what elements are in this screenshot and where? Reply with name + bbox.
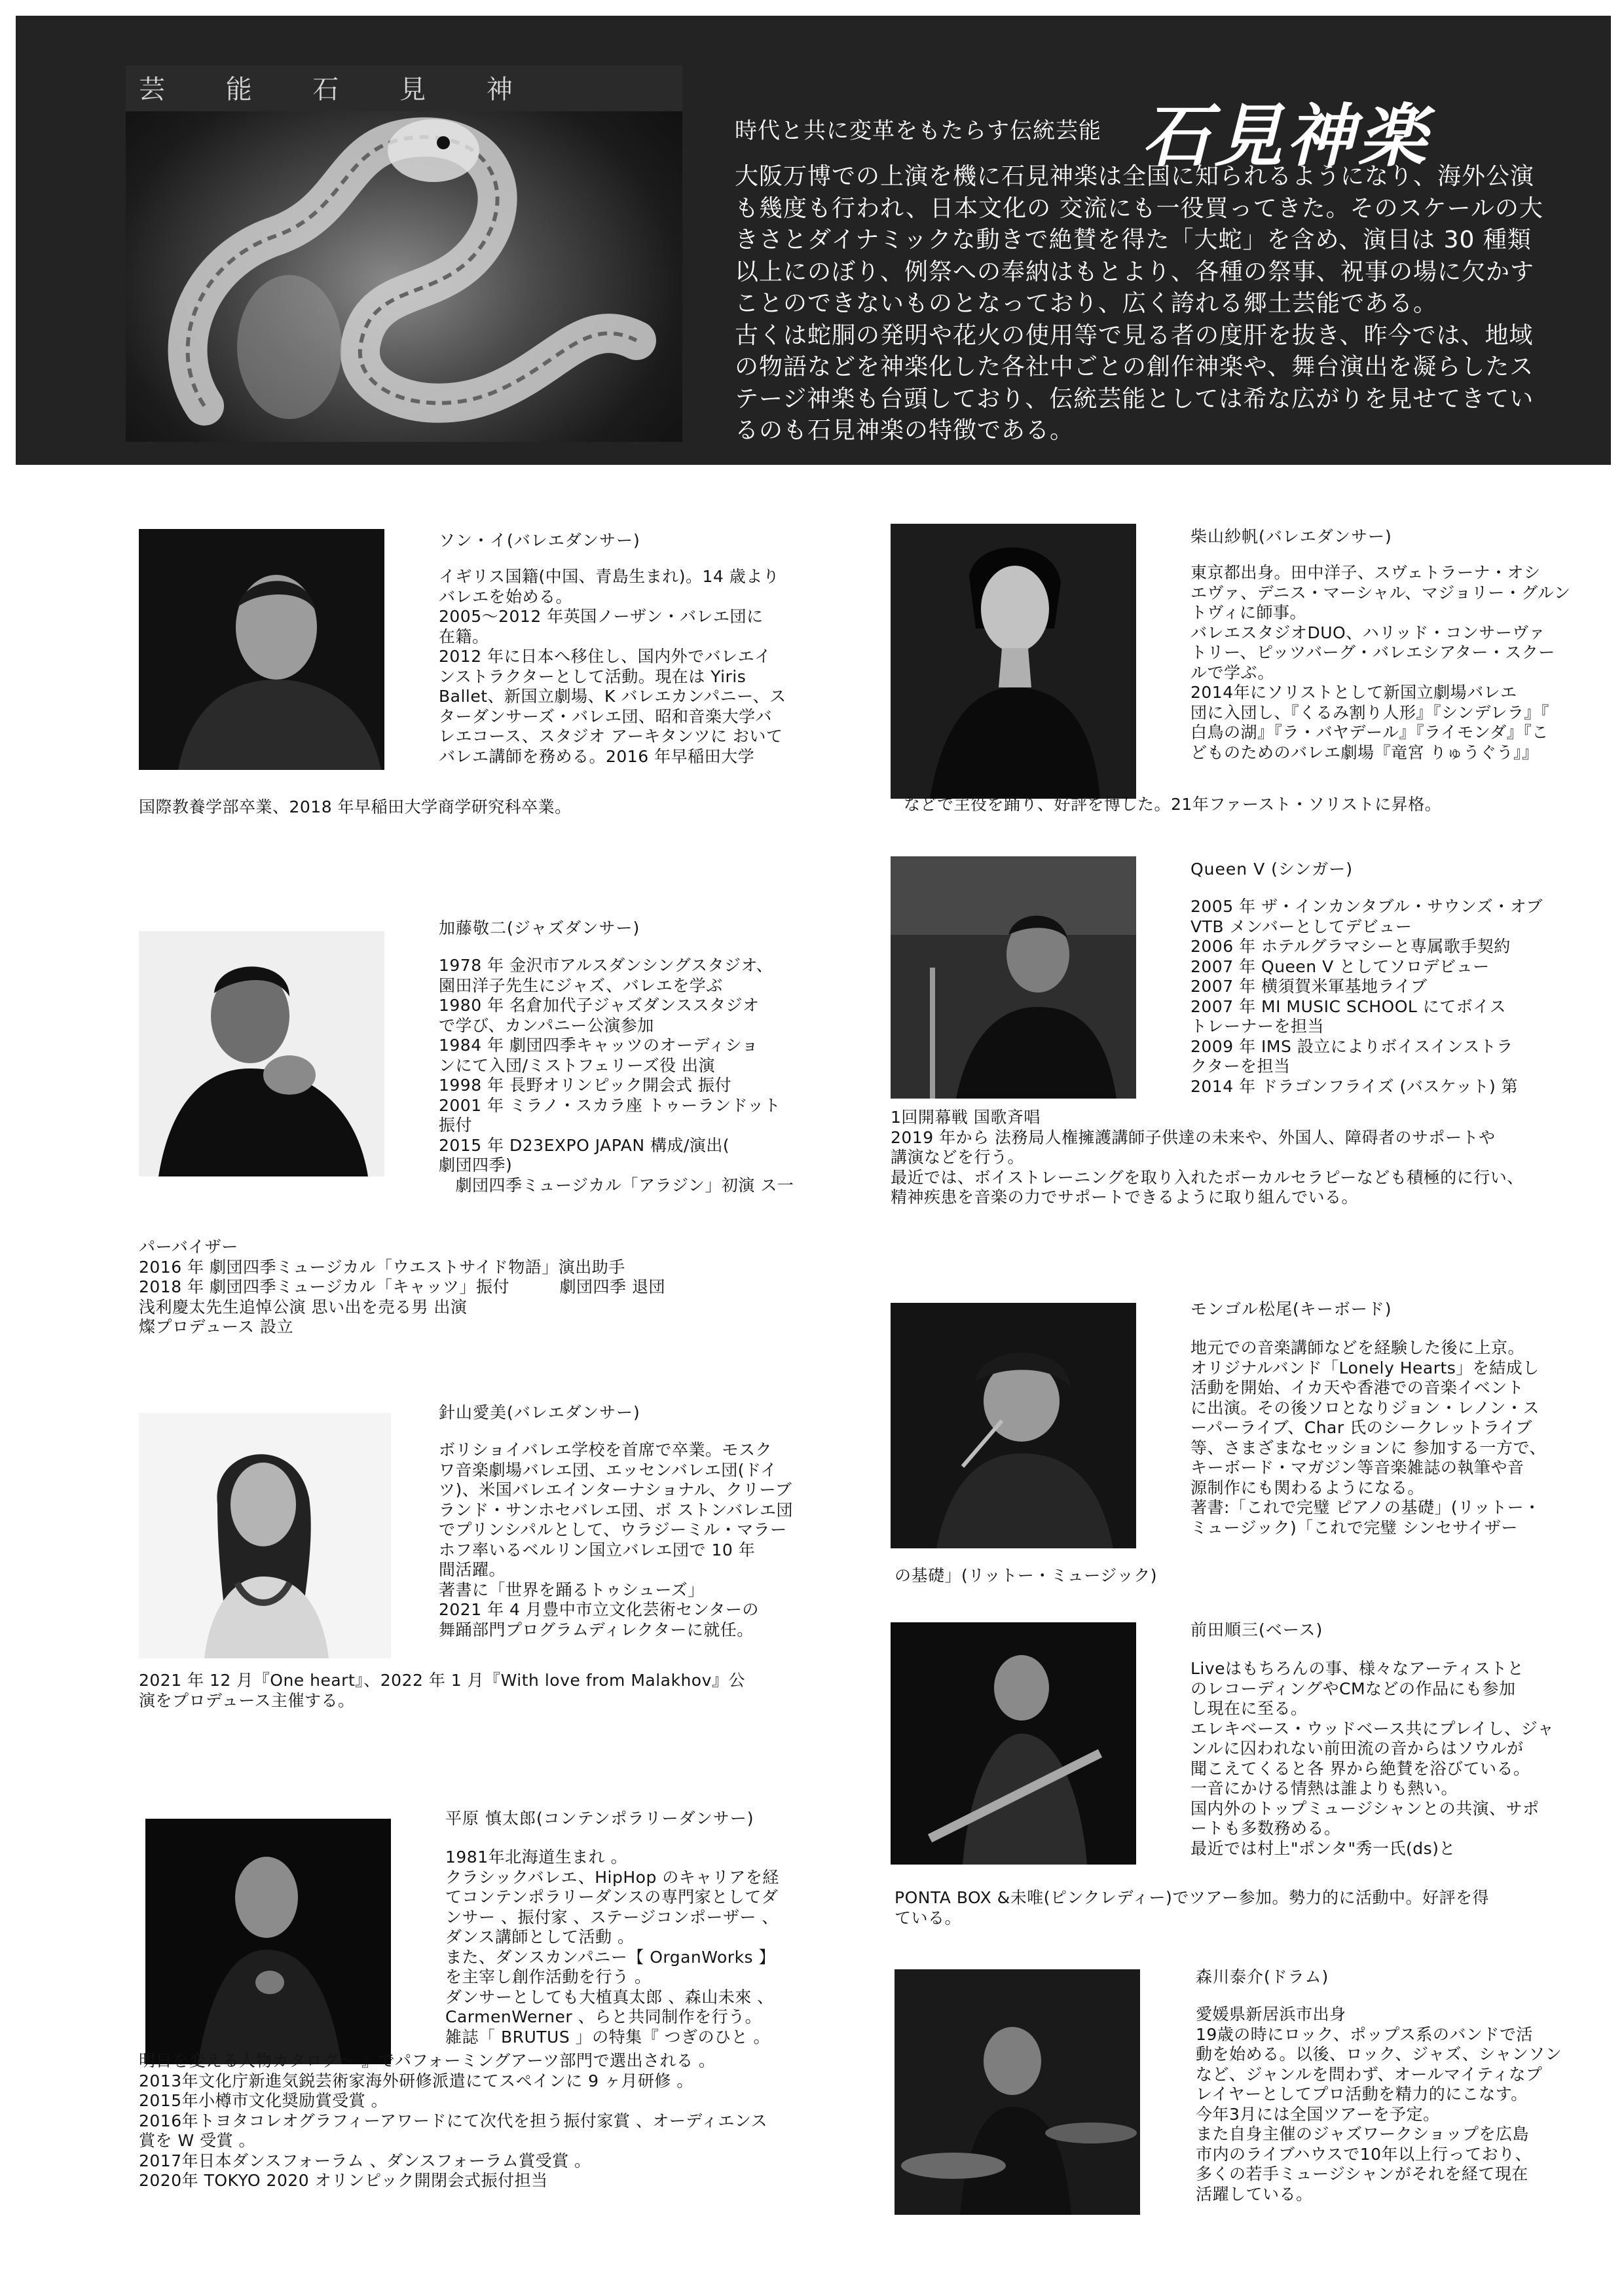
performer-photo-hirahara-shintaro	[145, 1819, 391, 2064]
performer-bio: 愛媛県新居浜市出身 19歳の時にロック、ポップス系のバンドで活 動を始める。以後、ロック、ジャズ、シャンソン など、ジャンルを問わず、オールマイティなプ レイヤーとしてプロ活動を精力的にこなす。 今年3月には全国ツアーを予定。 また自身主催のジャズワークショップを広島 市内のライブハウスで10年以上行っており、 多くの若手ミュージシャンがそれを経て現在 活躍している。	[1196, 2005, 1562, 2204]
performer-bio: イギリス国籍(中国、青島生まれ)。14 歳より バレエを始める。 2005～2012 年英国ノーザン・バレエ団に 在籍。 2012 年に日本へ移住し、国内外でバレエイ ンストラクターとして活動。現在は Yiris Ballet、新国立劇場、K バレエカンパニー、ス ターダンサーズ・バレエ団、昭和音楽大学バ レエコース、スタジオ アーキタンツに おいて バレエ講師を務める。2016 年早稲田大学	[439, 567, 786, 766]
performer-name: 森川泰介(ドラム)	[1196, 1967, 1329, 1986]
intro-paragraph: 大阪万博での上演を機に石見神楽は全国に知られるようになり、海外公演も幾度も行われ、日本文化の 交流にも一役買ってきた。そのスケールの大きさとダイナミックな動きで絶賛を得た「大蛇」を含め、演目は 30 種類以上にのぼり、例祭への奉納はもとより、各種の祭事、祝事の場に欠かすことのできないものとなっており、広く誇れる郷土芸能である。	[735, 163, 1543, 317]
performer-bio: 2005 年 ザ・インカンタブル・サウンズ・オブ VTB メンバーとしてデビュー 2006 年 ホテルグラマシーと専属歌手契約 2007 年 Queen V としてソロデビュー 2007 年 横須賀米軍基地ライブ 2007 年 MI MUSIC SCHOOL にてボイス トレーナーを担当 2009 年 IMS 設立によりボイスインストラ クターを担当 2014 年 ドラゴンフライズ (バスケット) 第	[1190, 897, 1543, 1096]
performer-photo-shibayama-saho	[891, 524, 1136, 799]
shrine-sign-text: 芸 能 石 見 神	[139, 75, 539, 105]
banner-title: 石見神楽	[1142, 96, 1431, 176]
performer-name: 平原 慎太郎(コンテンポラリーダンサー)	[445, 1809, 754, 1828]
performer-photo-mongol-matsuo	[891, 1303, 1136, 1548]
orochi-dragon-photo	[126, 65, 682, 442]
performer-name: 加藤敬二(ジャズダンサー)	[439, 919, 640, 938]
performer-photo-kato-keiji	[139, 931, 384, 1176]
banner-tagline: 時代と共に変革をもたらす伝統芸能	[735, 118, 1101, 144]
performer-bio-continued: 1回開幕戦 国歌斉唱 2019 年から 法務局人権擁護講師子供達の未来や、外国人、障碍者のサポートや 講演などを行う。 最近では、ボイストレーニングを取り入れたボーカルセラピーなども積極的に行い、 精神疾患を音楽の力でサポートできるように取り組んでいる。	[891, 1108, 1524, 1207]
performer-photo-queen-v	[891, 856, 1136, 1099]
performer-name: Queen V (シンガー)	[1190, 860, 1354, 879]
performer-bio: 1981年北海道生まれ 。 クラシックバレエ、HipHop のキャリアを経 てコンテンポラリーダンスの専門家としてダ ンサー 、振付家 、ステージコンポーザー 、 ダンス講師として活動 。 また、ダンスカンパニー【 OrganWorks 】 を主宰し創作活動を行う 。 ダンサーとしても大植真太郎 、森山未來 、 CarmenWerner 、らと共同制作を行う。 雑誌「 BRUTUS 」の特集『 つぎのひと 。	[445, 1848, 779, 2047]
performer-name: モンゴル松尾(キーボード)	[1190, 1300, 1392, 1319]
performer-bio-continued: 国際教養学部卒業、2018 年早稲田大学商学研究科卒業。	[139, 797, 572, 816]
performer-bio-continued: 2021 年 12 月『One heart』、2022 年 1 月『With love from Malakhov』公 演をプロデュース主催する。	[139, 1671, 745, 1710]
performer-bio-continued: 明日を変える人物カタログ～ 』でパフォーミングアーツ部門で選出される 。 2013年文化庁新進気鋭芸術家海外研修派遣にてスペインに 9 ヶ月研修 。 2015年小樽市文化奨励賞受賞 。 2016年トヨタコレオグラフィーアワードにて次代を担う振付家賞 、オーディエンス 賞を W 受賞 。 2017年日本ダンスフォーラム 、ダンスフォーラム賞受賞 。 2020年 TOKYO 2020 オリンピック開閉会式振付担当	[139, 2051, 768, 2190]
performer-photo-maeda-junzo	[891, 1622, 1136, 1865]
performer-name: 針山愛美(バレエダンサー)	[439, 1403, 640, 1422]
header-banner	[16, 16, 1611, 465]
performer-bio-continued: の基礎」(リットー・ミュージック)	[895, 1566, 1158, 1585]
performer-photo-morikawa-taisuke	[895, 1969, 1140, 2215]
performer-bio-continued: などで主役を踊り、好評を博した。21年ファースト・ソリストに昇格。	[904, 795, 1442, 814]
performer-name: 前田順三(ベース)	[1190, 1620, 1323, 1639]
performer-bio: 1978 年 金沢市アルスダンシングスタジオ、 園田洋子先生にジャズ、バレエを学ぶ 1980 年 名倉加代子ジャズダンススタジオ で学び、カンパニー公演参加 1984 年 劇団四季キャッツのオーディショ ンにて入団/ミストフェリーズ役 出演 1998 年 長野オリンピック開会式 振付 2001 年 ミラノ・スカラ座 トゥーランドット 振付 2015 年 D23EXPO JAPAN 構成/演出( 劇団四季) 劇団四季ミュージカル「アラジン」初演 ス一	[439, 956, 794, 1195]
performer-bio-continued: パーバイザー 2016 年 劇団四季ミュージカル「ウエストサイド物語」演出助手 2018 年 劇団四季ミュージカル「キャッツ」振付 劇団四季 退団 浅利慶太先生追悼公演 思い出を売る男 出演 燦プロデュース 設立	[139, 1237, 665, 1336]
performer-bio: 東京都出身。田中洋子、スヴェトラーナ・オシ エヴァ、デニス・マーシャル、マジョリー・グルン トヴィに師事。 バレエスタジオDUO、ハリッド・コンサーヴァ トリー、ピッツバーグ・バレエシアター・スクー ルで学ぶ。 2014年にソリストとして新国立劇場バレエ 団に入団し、『くるみ割り人形』『シンデレラ』『 白鳥の湖』『ラ・バヤデール』『ライモンダ』『こ どものためのバレエ劇場『竜宮 りゅうぐう』』	[1190, 563, 1571, 762]
performer-bio: Liveはもちろんの事、様々なアーティストと のレコーディングやCMなどの作品にも参加 し現在に至る。 エレキベース・ウッドベース共にプレイし、ジャ ンルに囚われない前田流の音からはソウルが 聞こえてくると各 界から絶賛を浴びている。 一音にかける情熱は誰よりも熱い。 国内外のトップミュージシャンとの共演、サポ ートも多数務める。 最近では村上"ポンタ"秀一氏(ds)と	[1190, 1659, 1555, 1858]
performer-name: ソン・イ(バレエダンサー)	[439, 531, 640, 550]
performer-bio-continued: PONTA BOX &未唯(ピンクレディー)でツアー参加。勢力的に活動中。好評を得 ている。	[895, 1888, 1489, 1927]
intro-paragraph: 古くは蛇胴の発明や花火の使用等で見る者の度肝を抜き、昨今では、地域の物語などを神楽化した各社中ごとの創作神楽や、舞台演出を凝らしたステージ神楽も台頭しており、伝統芸能としては希な広がりを見せてきているのも石見神楽の特徴である。	[735, 321, 1534, 444]
performer-bio: 地元での音楽講師などを経験した後に上京。 オリジナルバンド「Lonely Hearts」を結成し 活動を開始、イカ天や香港での音楽イベント に出演。その後ソロとなりジョン・レノン・ス ーパーライブ、Char 氏のシークレットライブ 等、さまざまなセッションに 参加する一方で、 キーボード・マガジン等音楽雑誌の執筆や音 源制作にも関わるようになる。 著書:「これで完璧 ピアノの基礎」(リットー・ ミュージック)「これで完璧 シンセサイザー	[1190, 1338, 1546, 1537]
intro-text	[735, 161, 1547, 447]
performer-photo-hariyama-emi	[139, 1413, 391, 1658]
performer-photo-son-yi	[139, 529, 384, 770]
performer-name: 柴山紗帆(バレエダンサー)	[1190, 527, 1392, 546]
performer-bio: ボリショイバレエ学校を首席で卒業。モスク ワ音楽劇場バレエ団、エッセンバレエ団(ドイ ツ)、米国バレエインターナショナル、クリーブ ランド・サンホセバレエ団、ボ ストンバレエ団 でプリンシパルとして、ウラジーミル・マラー ホフ率いるベルリン国立バレエ団で 10 年 間活躍。 著書に「世界を踊るトゥシューズ」 2021 年 4 月豊中市立文化芸術センターの 舞踊部門プログラムディレクターに就任。	[439, 1440, 793, 1639]
